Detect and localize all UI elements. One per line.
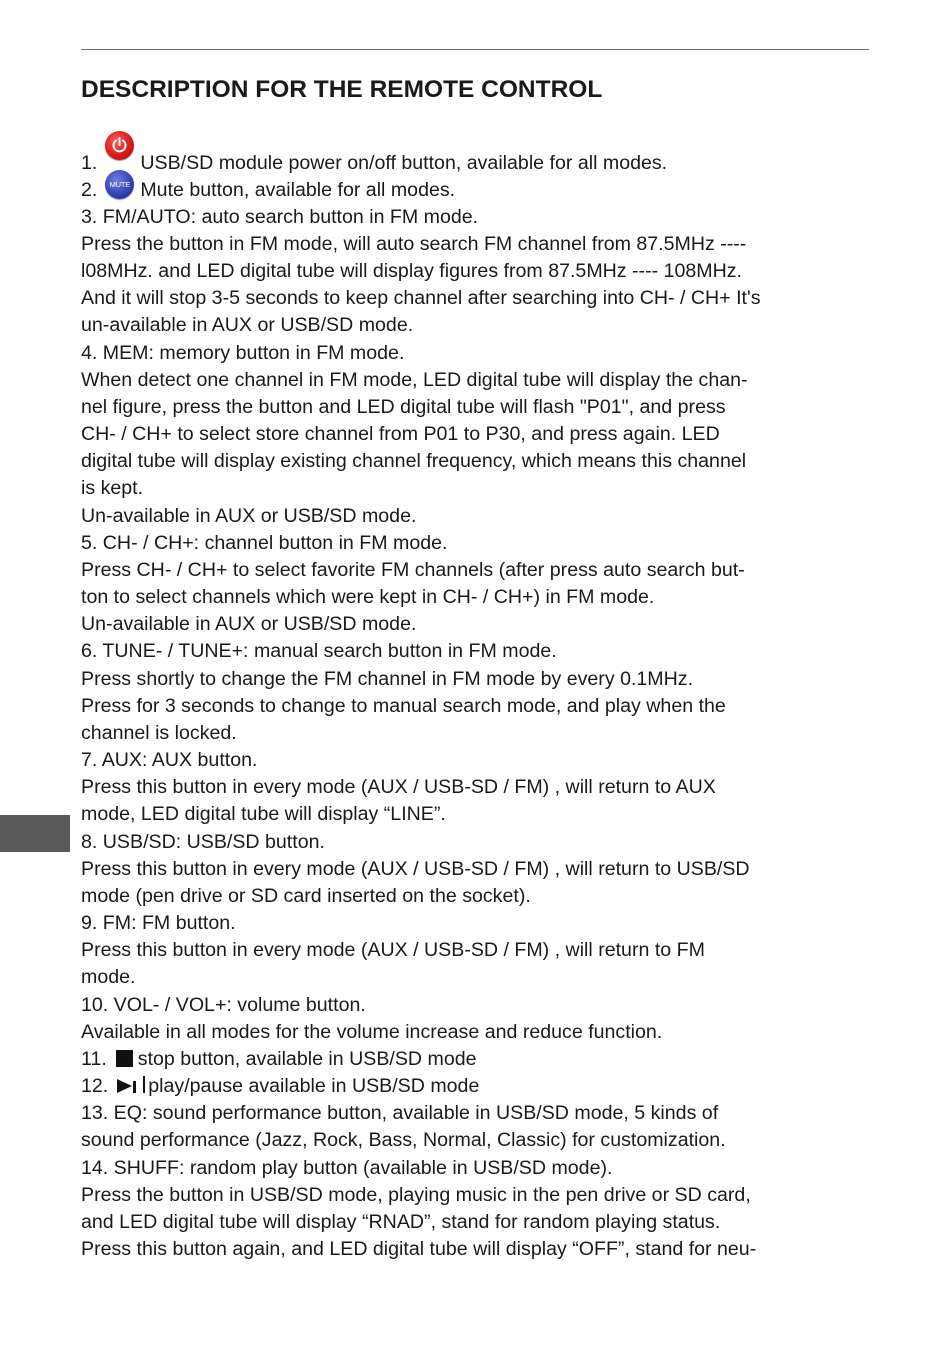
list-item: 4. MEM: memory button in FM mode. <box>81 342 405 364</box>
paragraph-line: Press shortly to change the FM channel in FM mode by every 0.1MHz. <box>81 668 694 690</box>
item-number: 1. <box>81 152 98 174</box>
paragraph-line: mode (pen drive or SD card inserted on the socket). <box>81 885 531 907</box>
stop-icon <box>116 1050 133 1067</box>
paragraph-line: l08MHz. and LED digital tube will display figures from 87.5MHz ---- 108MHz. <box>81 260 742 282</box>
list-item: 9. FM: FM button. <box>81 912 236 934</box>
list-item: 5. CH- / CH+: channel button in FM mode. <box>81 532 448 554</box>
paragraph-line: ton to select channels which were kept in CH- / CH+) in FM mode. <box>81 586 655 608</box>
paragraph-line: Press the button in USB/SD mode, playing music in the pen drive or SD card, <box>81 1184 751 1206</box>
item-number: 11. <box>81 1048 107 1070</box>
list-item <box>81 1048 477 1070</box>
list-item: 8. USB/SD: USB/SD button. <box>81 831 325 853</box>
paragraph-line: sound performance (Jazz, Rock, Bass, Normal, Classic) for customization. <box>81 1129 726 1151</box>
power-icon <box>105 131 134 160</box>
mute-icon <box>105 170 134 199</box>
list-item: 3. FM/AUTO: auto search button in FM mode. <box>81 206 479 228</box>
paragraph-line: un-available in AUX or USB/SD mode. <box>81 314 414 336</box>
item-number: 2. <box>81 179 98 201</box>
play-pause-icon <box>117 1076 145 1099</box>
list-item: 7. AUX: AUX button. <box>81 749 258 771</box>
paragraph-line: digital tube will display existing channel frequency, which means this channel <box>81 450 747 472</box>
list-item <box>81 1075 479 1099</box>
paragraph-line: Press the button in FM mode, will auto search FM channel from 87.5MHz ---- <box>81 233 747 255</box>
paragraph-line: Press CH- / CH+ to select favorite FM channels (after press auto search but- <box>81 559 745 581</box>
paragraph-line: mode, LED digital tube will display “LINE”. <box>81 803 446 825</box>
paragraph-line: Press this button again, and LED digital tube will display “OFF”, stand for neu- <box>81 1238 757 1260</box>
paragraph-line: Press this button in every mode (AUX / USB-SD / FM) , will return to USB/SD <box>81 858 750 880</box>
list-item: 10. VOL- / VOL+: volume button. <box>81 994 366 1016</box>
paragraph-line: Press for 3 seconds to change to manual search mode, and play when the <box>81 695 726 717</box>
paragraph-line: When detect one channel in FM mode, LED digital tube will display the chan- <box>81 369 748 391</box>
paragraph-line: Press this button in every mode (AUX / USB-SD / FM) , will return to AUX <box>81 776 716 798</box>
list-item: 13. EQ: sound performance button, available in USB/SD mode, 5 kinds of <box>81 1102 719 1124</box>
top-divider <box>81 49 869 50</box>
list-item <box>81 143 667 174</box>
item-text: Mute button, available for all modes. <box>140 179 456 201</box>
paragraph-line: Un-available in AUX or USB/SD mode. <box>81 505 417 527</box>
list-item: 6. TUNE- / TUNE+: manual search button in FM mode. <box>81 640 557 662</box>
item-number: 12. <box>81 1075 109 1097</box>
paragraph-line: channel is locked. <box>81 722 237 744</box>
paragraph-line: and LED digital tube will display “RNAD”, stand for random playing status. <box>81 1211 721 1233</box>
paragraph-line: CH- / CH+ to select store channel from P01 to P30, and press again. LED <box>81 423 720 445</box>
paragraph-line: nel figure, press the button and LED digital tube will flash "P01", and press <box>81 396 726 418</box>
page-heading: DESCRIPTION FOR THE REMOTE CONTROL <box>81 76 603 103</box>
mute-icon-label: MUTE <box>109 180 131 189</box>
paragraph-line: is kept. <box>81 477 144 499</box>
paragraph-line: mode. <box>81 966 136 988</box>
list-item: 14. SHUFF: random play button (available in USB/SD mode). <box>81 1157 613 1179</box>
paragraph-line: Press this button in every mode (AUX / USB-SD / FM) , will return to FM <box>81 939 705 961</box>
side-section-tab <box>0 815 70 852</box>
item-text: stop button, available in USB/SD mode <box>137 1048 477 1070</box>
paragraph-line: And it will stop 3-5 seconds to keep channel after searching into CH- / CH+ It's <box>81 287 761 309</box>
paragraph-line: Available in all modes for the volume increase and reduce function. <box>81 1021 663 1043</box>
paragraph-line: Un-available in AUX or USB/SD mode. <box>81 613 417 635</box>
item-text: USB/SD module power on/off button, available for all modes. <box>140 152 668 174</box>
item-text: play/pause available in USB/SD mode <box>148 1075 480 1097</box>
